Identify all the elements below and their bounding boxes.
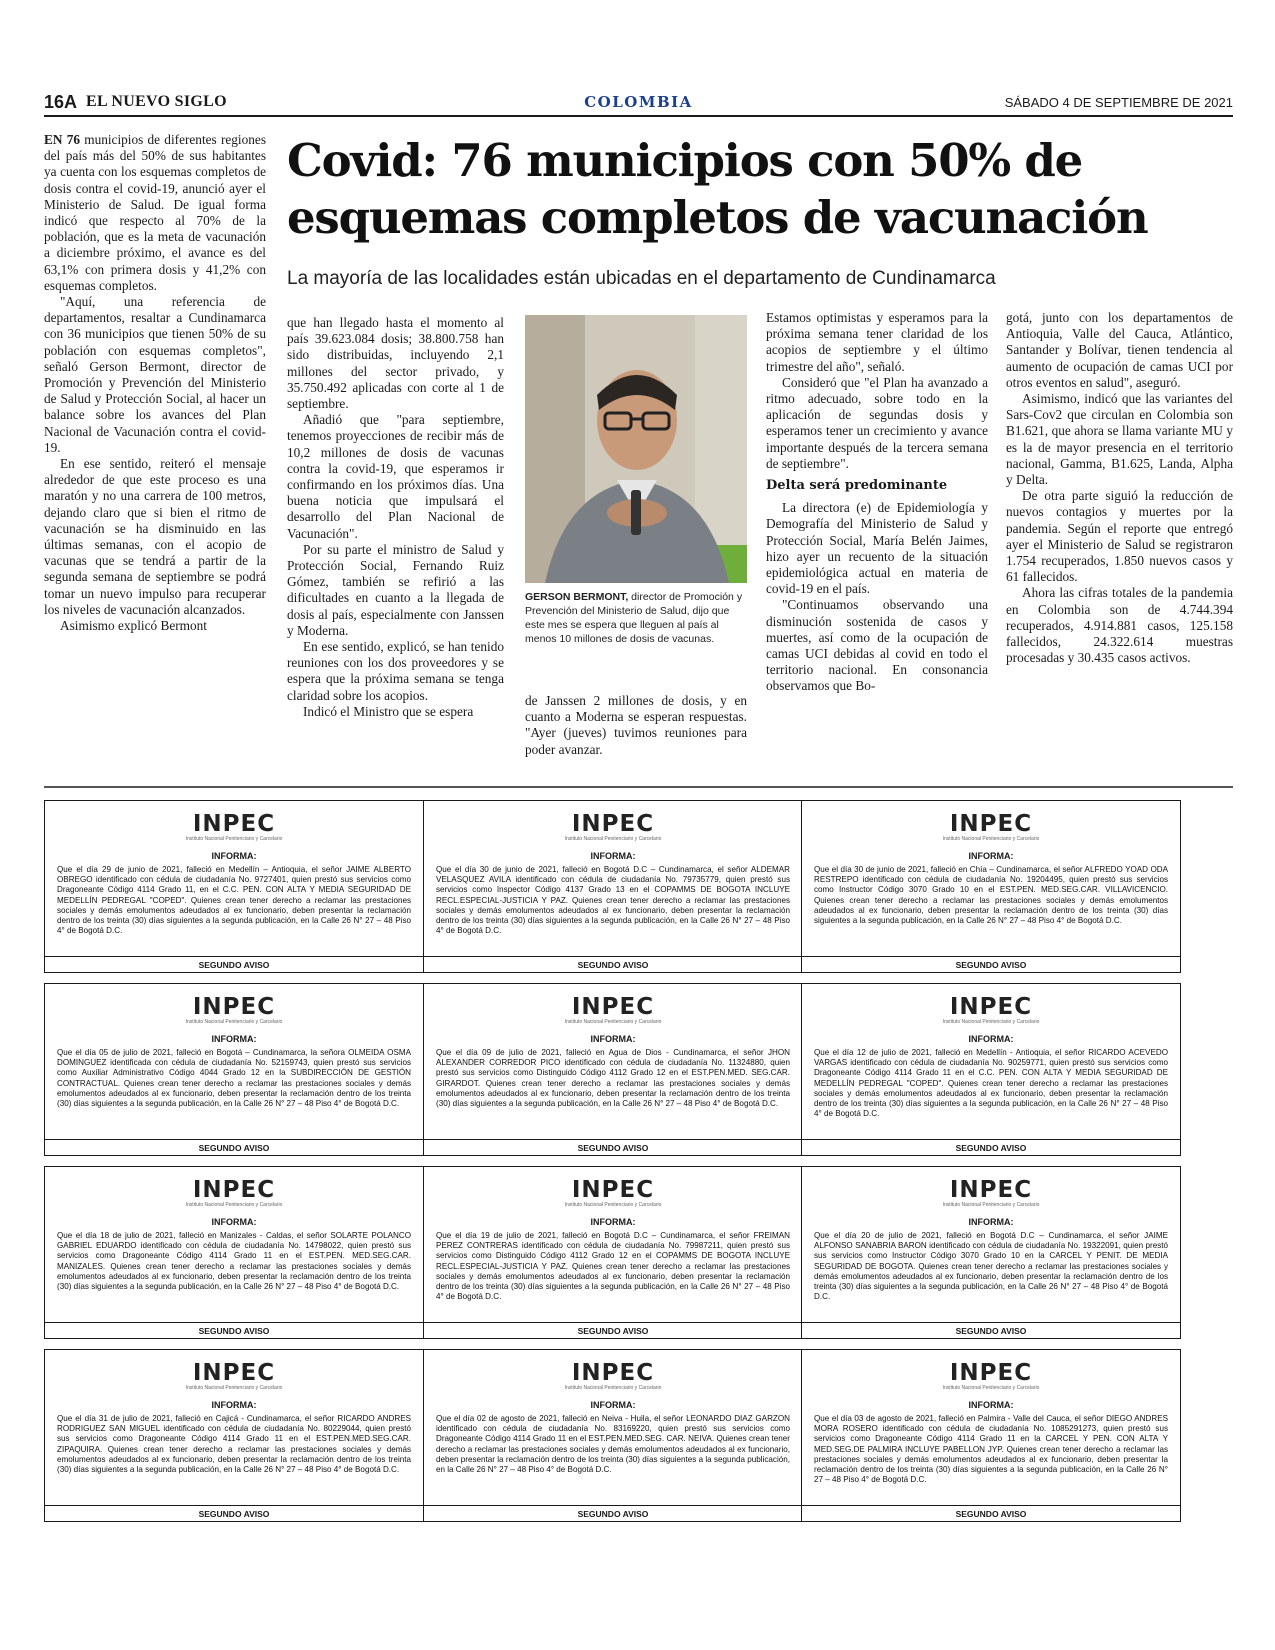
- logo-text: INPEC: [949, 1177, 1033, 1203]
- article-column-2: [287, 315, 504, 720]
- inpec-notice: [801, 1349, 1181, 1522]
- article-paragraph: Ahora las cifras totales de la pandemia en Colombia son de 4.744.394 recuperados, 4.914.881 casos, 125.158 fallecidos, 24.322.614 muestras procesadas y 30.435 casos activos.: [1006, 585, 1233, 666]
- logo-text: INPEC: [192, 1360, 276, 1386]
- notice-footer: SEGUNDO AVISO: [198, 960, 270, 970]
- notice-footer: SEGUNDO AVISO: [198, 1509, 270, 1519]
- issue-date: SÁBADO 4 DE SEPTIEMBRE DE 2021: [1004, 95, 1233, 110]
- article-paragraph: Consideró que "el Plan ha avanzado a ritmo adecuado, sobre todo en la aplicación de segundas dosis y esperamos tener un crecimiento y avance importante después de la tercera semana de septiembre".: [766, 374, 988, 471]
- notice-heading: INFORMA:: [968, 1034, 1014, 1044]
- section-name: COLOMBIA: [584, 93, 693, 111]
- article-paragraph: gotá, junto con los departamentos de Antioquia, Valle del Cauca, Atlántico, Santander y Bolívar, tienen tendencia al aumento de ocupación de camas UCI por otros eventos en salud", aseguró.: [1006, 310, 1233, 390]
- logo-subtitle: Instituto Nacional Penitenciario y Carcelario: [942, 836, 1040, 842]
- article-paragraph: En ese sentido, reiteró el mensaje alrededor de que este proceso es una maratón y no una carrera de 100 metros, dejando claro que si bien el ritmo de vacunación se ha disminuido en las últimas semanas, con el acopio de vacunas que se tendrá a partir de la segunda semana de septiembre se podrá tomar un nuevo impulso para recuperar los niveles de vacunación alcanzados.: [44, 456, 266, 617]
- notice-footer: SEGUNDO AVISO: [955, 1143, 1027, 1153]
- logo-subtitle: Instituto Nacional Penitenciario y Carcelario: [185, 1385, 283, 1391]
- inpec-notice: [423, 983, 803, 1156]
- portrait-illustration: [525, 315, 747, 583]
- article-column-3: [525, 693, 747, 758]
- notice-heading: INFORMA:: [211, 851, 257, 861]
- article-subtitle: Delta será predominante: [766, 478, 948, 494]
- logo-text: INPEC: [949, 1360, 1033, 1386]
- photo-caption: [525, 590, 747, 646]
- notice-rule: [802, 1322, 1180, 1323]
- notice-rule: [45, 1139, 423, 1140]
- newspaper-name: EL NUEVO SIGLO: [86, 93, 227, 110]
- article-paragraph: Por su parte el ministro de Salud y Protección Social, Fernando Ruiz Gómez, también se refirió a las dificultades en cuanto a la llegada de dosis al país, especialmente con Janssen y Moderna.: [287, 541, 504, 638]
- article-paragraph: La directora (e) de Epidemiología y Demografía del Ministerio de Salud y Protección Social, María Belén Jaimes, hizo ayer un recuento de la situación epidemiológica actual en materia de covid-19 en el país.: [766, 500, 988, 597]
- notice-heading: INFORMA:: [590, 1400, 636, 1410]
- article-photo: [525, 315, 747, 583]
- page-number: 16A: [44, 92, 78, 112]
- notice-footer: SEGUNDO AVISO: [955, 960, 1027, 970]
- article-paragraph: de Janssen 2 millones de dosis, y en cuanto a Moderna se esperan respuestas. "Ayer (jueves) tuvimos reuniones para poder avanzar.: [525, 693, 747, 757]
- notice-heading: INFORMA:: [968, 1400, 1014, 1410]
- inpec-notice: [801, 800, 1181, 973]
- inpec-notice: [423, 1166, 803, 1339]
- logo-subtitle: Instituto Nacional Penitenciario y Carcelario: [564, 1202, 662, 1208]
- notice-text: Que el día 30 de junio de 2021, falleció en Chía – Cundinamarca, el señor ALFREDO YOAD ODA RESTREPO identificado con cédula de ciudadanía No. 19204495, quien prestó sus servicios como Instructor Código 3070 Grado 10 en el EST.PEN. MED.SEG.CAR. VILLAVICENCIO. Quienes crean tener derecho a reclamar las prestaciones sociales y demás emolumentos adeudados al ex funcionario, deben presentar la reclamación dentro de los treinta (30) días siguientes a la segunda publicación, en la Calle 26 N° 27 – 48 Piso 4° de Bogotá D.C.: [814, 865, 1168, 926]
- logo-text: INPEC: [192, 994, 276, 1020]
- logo-subtitle: Instituto Nacional Penitenciario y Carcelario: [564, 1385, 662, 1391]
- notice-rule: [424, 1505, 802, 1506]
- inpec-notice: [44, 983, 424, 1156]
- notice-rule: [424, 1139, 802, 1140]
- article-paragraph: "Aquí, una referencia de departamentos, resaltar a Cundinamarca con 36 municipios que tienen 50% de su población con esquemas completos", señaló Gerson Bermont, director de Promoción y Prevención del Ministerio de Salud y Protección Social, al hacer un balance sobre los avances del Plan Nacional de Vacunación contra el covid-19.: [44, 294, 266, 455]
- article-paragraph: Añadió que "para septiembre, tenemos proyecciones de recibir más de 10,2 millones de dosis de vacunas contra la covid-19, que esperamos ir confirmando en los próximos días. Una buena noticia que impulsará el desarrollo del Plan Nacional de Vacunación".: [287, 412, 504, 541]
- inpec-notice: [801, 983, 1181, 1156]
- inpec-notice: [801, 1166, 1181, 1339]
- notice-footer: SEGUNDO AVISO: [577, 1326, 649, 1336]
- notice-text: Que el día 29 de junio de 2021, falleció en Medellín – Antioquia, el señor JAIME ALBERTO OBREGO identificado con cédula de ciudadanía No. 9727401, quien prestó sus servicios como Dragoneante Código 4114 Grado 11, en el C.C. PEN. CON ALTA Y MEDIA SEGURIDAD DE MEDELLÍN PEDREGAL "COPED". Quienes crean tener derecho a reclamar las prestaciones sociales y demás emolumentos adeudados al ex funcionario, deben presentar la reclamación dentro de los treinta (30) días siguientes a la segunda publicación, en la Calle 26 N° 27 – 48 Piso 4° de Bogotá D.C.: [57, 865, 411, 936]
- article-paragraph: De otra parte siguió la reducción de nuevos contagios y muertes por la pandemia. Según el reporte que entregó ayer el Ministerio de Salud se registraron 1.754 recuperados, 1.850 nuevos casos y 61 fallecidos.: [1006, 488, 1233, 585]
- notice-text: Que el día 03 de agosto de 2021, falleció en Palmira - Valle del Cauca, el señor DIEGO ANDRES MORA ROSERO identificado con cédula de ciudadanía No. 1085291273, quien prestó sus servicios como Dragoneante Código 4114 Grado 11 en la CARCEL Y PEN. CON ALTA Y MED.SEG.DE PALMIRA INCLUYE PABELLON JYP. Quienes crean tener derecho a reclamar las prestaciones sociales y demás emolumentos adeudados al ex funcionario, deben presentar la reclamación dentro de los treinta (30) días siguientes a la segunda publicación, en la Calle 26 N° 27 – 48 Piso 4° de Bogotá D.C.: [814, 1414, 1168, 1485]
- logo-subtitle: Instituto Nacional Penitenciario y Carcelario: [185, 836, 283, 842]
- logo-text: INPEC: [949, 811, 1033, 837]
- notice-text: Que el día 31 de julio de 2021, falleció en Cajicá - Cundinamarca, el señor RICARDO ANDRES RODRIGUEZ SAN MIGUEL identificado con cédula de ciudadanía No. 80229044, quien prestó sus servicios como Dragoneante Código 4114 Grado 11 en el EST.PEN.MED.SEG.CAR. ZIPAQUIRA. Quienes crean tener derecho a reclamar las prestaciones sociales y demás emolumentos adeudados al ex funcionario, deben presentar la reclamación dentro de los treinta (30) días siguientes a la segunda publicación, en la Calle 26 N° 27 – 48 Piso 4° de Bogotá D.C.: [57, 1414, 411, 1475]
- article-paragraph: Indicó el Ministro que se espera: [303, 703, 474, 719]
- notice-footer: SEGUNDO AVISO: [577, 1509, 649, 1519]
- notice-heading: INFORMA:: [211, 1034, 257, 1044]
- logo-subtitle: Instituto Nacional Penitenciario y Carcelario: [185, 1019, 283, 1025]
- notice-rule: [45, 1505, 423, 1506]
- notice-text: Que el día 30 de junio de 2021, falleció en Bogotá D.C – Cundinamarca, el señor ALDEMAR VELASQUEZ AVILA identificado con cédula de ciudadanía No. 79735779, quien prestó sus servicios como Inspector Código 4137 Grado 13 en el COPAMMS DE BOGOTA INCLUYE RECL.ESPECIAL-JUSTICIA Y PAZ. Quienes crean tener derecho a reclamar las prestaciones sociales y demás emolumentos adeudados al ex funcionario, deben presentar la reclamación dentro de los treinta (30) días siguientes a la segunda publicación, en la Calle 26 N° 27 – 48 Piso 4° de Bogotá D.C.: [436, 865, 790, 936]
- inpec-logo: [424, 1177, 802, 1208]
- notice-rule: [424, 956, 802, 957]
- inpec-logo: [802, 1360, 1180, 1391]
- article-paragraph: "Continuamos observando una disminución sostenida de casos y muertes, así como de la ocupación de camas UCI debidas al covid en todo el territorio nacional. En consonancia observamos que Bo-: [766, 597, 988, 694]
- notice-text: Que el día 19 de julio de 2021, falleció en Bogotá D.C – Cundinamarca, el señor FREIMAN PEREZ CONTRERAS identificado con cédula de ciudadanía No. 79987211, quien prestó sus servicios como Distinguido Código 4112 Grado 12 en el COPAMMS DE BOGOTA INCLUYE RECL.ESPECIAL-JUSTICIA Y PAZ. Quienes crean tener derecho a reclamar las prestaciones sociales y demás emolumentos adeudados al ex funcionario, deben presentar la reclamación dentro de los treinta (30) días siguientes a la segunda publicación, en la Calle 26 N° 27 – 48 Piso 4° de Bogotá D.C.: [436, 1231, 790, 1302]
- notice-rule: [424, 1322, 802, 1323]
- logo-subtitle: Instituto Nacional Penitenciario y Carcelario: [564, 1019, 662, 1025]
- notice-text: Que el día 05 de julio de 2021, falleció en Bogotá – Cundinamarca, la señora OLMEIDA OSMA DOMINGUEZ identificada con cédula de ciudadanía No. 52159743, quien prestó sus servicios como Auxiliar Administrativo Código 4044 Grado 12 en la SUBDIRECCIÓN DE GESTIÓN CONTRACTUAL. Quienes crean tener derecho a reclamar las prestaciones sociales y demás emolumentos adeudados al ex funcionario, deben presentar la reclamación dentro de los treinta (30) días siguientes a la segunda publicación, en la Calle 26 N° 27 – 48 Piso 4° de Bogotá D.C.: [57, 1048, 411, 1109]
- inpec-logo: [45, 1177, 423, 1208]
- notice-heading: INFORMA:: [968, 1217, 1014, 1227]
- inpec-logo: [45, 1360, 423, 1391]
- article-paragraph: Estamos optimistas y esperamos para la próxima semana tener claridad de los acopios de septiembre y el último trimestre del año", señaló.: [766, 310, 988, 374]
- notice-heading: INFORMA:: [211, 1217, 257, 1227]
- logo-text: INPEC: [571, 1177, 655, 1203]
- logo-text: INPEC: [571, 994, 655, 1020]
- notice-rule: [45, 956, 423, 957]
- logo-text: INPEC: [571, 811, 655, 837]
- logo-text: INPEC: [192, 811, 276, 837]
- notice-heading: INFORMA:: [590, 1034, 636, 1044]
- notice-text: Que el día 20 de julio de 2021, falleció en Bogotá D.C – Cundinamarca, el señor JAIME ALFONSO SANABRIA BARON identificado con cédula de ciudadanía No. 19322091, quien prestó sus servicios como Instructor Código 3070 Grado 10 en la CARCEL Y PENIT. DE MEDIA SEGURIDAD DE BOGOTA. Quienes crean tener derecho a reclamar las prestaciones sociales y demás emolumentos adeudados al ex funcionario, deben presentar la reclamación dentro de los treinta (30) días siguientes a la segunda publicación, en la Calle 26 N° 27 – 48 Piso 4° de Bogotá D.C.: [814, 1231, 1168, 1302]
- logo-subtitle: Instituto Nacional Penitenciario y Carcelario: [942, 1202, 1040, 1208]
- notice-heading: INFORMA:: [590, 1217, 636, 1227]
- notice-rule: [45, 1322, 423, 1323]
- caption-text: director de Promoción y Prevención del Ministerio de Salud, dijo que este mes se espera que lleguen al país al menos 10 millones de dosis de vacunas.: [525, 591, 743, 645]
- article-paragraph: Asimismo, indicó que las variantes del Sars-Cov2 que circulan en Colombia son B1.621, que ahora se llama variante MU y es la de mayor presencia en el territorio nacional, Gamma, B1.625, Landa, Alpha y Delta.: [1006, 391, 1233, 488]
- logo-subtitle: Instituto Nacional Penitenciario y Carcelario: [564, 836, 662, 842]
- inpec-logo: [424, 1360, 802, 1391]
- article-paragraph: Asimismo explicó Bermont: [60, 618, 207, 634]
- notice-rule: [802, 956, 1180, 957]
- caption-name: GERSON BERMONT,: [525, 591, 629, 603]
- notice-heading: INFORMA:: [968, 851, 1014, 861]
- article-column-4: [766, 310, 988, 695]
- notice-heading: INFORMA:: [590, 851, 636, 861]
- inpec-notice: [423, 800, 803, 973]
- inpec-logo: [45, 994, 423, 1025]
- article-paragraph: EN 76 municipios de diferentes regiones del país más del 50% de sus habitantes ya cuenta con los esquemas completos de dosis contra el covid-19, anunció ayer el Ministerio de Salud. De igual forma indicó que respecto al 70% de la población, que es la meta de vacunación a diciembre próximo, el avance es del 63,1% con primera dosis y 41,2% con esquemas completos.: [44, 132, 266, 293]
- section-divider: [44, 786, 1233, 788]
- notice-text: Que el día 12 de julio de 2021, falleció en Medellín - Antioquia, el señor RICARDO ACEVEDO VARGAS identificado con cédula de ciudadanía No. 90259771, quien prestó sus servicios como Dragoneante Código 4114 Grado 11 en el C.C. PEN. CON ALTA Y MEDIA SEGURIDAD DE MEDELLÍN PEDREGAL "COPED". Quienes crean tener derecho a reclamar las prestaciones sociales y demás emolumentos adeudados al ex funcionario, deben presentar la reclamación dentro de los treinta (30) días siguientes a la segunda publicación, en la Calle 26 N° 27 – 48 Piso 4° de Bogotá D.C.: [814, 1048, 1168, 1119]
- notice-text: Que el día 18 de julio de 2021, falleció en Manizales - Caldas, el señor SOLARTE POLANCO GABRIEL EDUARDO identificado con cédula de ciudadanía No. 14798022, quien prestó sus servicios como Dragoneante Código 4114 Grado 11 en el EST.PEN. MED.SEG.CAR. MANIZALES. Quienes crean tener derecho a reclamar las prestaciones sociales y demás emolumentos adeudados al ex funcionario, deben presentar la reclamación dentro de los treinta (30) días siguientes a la segunda publicación, en la Calle 26 N° 27 – 48 Piso 4° de Bogotá D.C.: [57, 1231, 411, 1292]
- logo-subtitle: Instituto Nacional Penitenciario y Carcelario: [185, 1202, 283, 1208]
- article-paragraph: En ese sentido, explicó, se han tenido reuniones con los dos proveedores y se espera que la próxima semana se tenga claridad sobre los acopios.: [287, 639, 504, 703]
- inpec-notice: [44, 1166, 424, 1339]
- notice-rule: [802, 1505, 1180, 1506]
- notice-text: Que el día 02 de agosto de 2021, falleció en Neiva - Huila, el señor LEONARDO DIAZ GARZON identificado con cédula de ciudadanía No. 83169220, quien prestó sus servicios como Dragoneante Código 4114 Grado 11 en el EST.PEN.MED.SEG. CAR. NEIVA. Quienes crean tener derecho a reclamar las prestaciones sociales y demás emolumentos adeudados al ex funcionario, deben presentar la reclamación dentro de los treinta (30) días siguientes a la segunda publicación, en la Calle 26 N° 27 – 48 Piso 4° de Bogotá D.C.: [436, 1414, 790, 1475]
- masthead: [44, 92, 1233, 114]
- inpec-logo: [424, 994, 802, 1025]
- article-headline: Covid: 76 municipios con 50% de esquemas completos de vacunación: [287, 134, 1148, 244]
- notice-footer: SEGUNDO AVISO: [955, 1326, 1027, 1336]
- logo-text: INPEC: [192, 1177, 276, 1203]
- inpec-notice: [423, 1349, 803, 1522]
- notice-footer: SEGUNDO AVISO: [198, 1143, 270, 1153]
- article-subheadline: La mayoría de las localidades están ubicadas en el departamento de Cundinamarca: [287, 268, 996, 289]
- lead-words: EN 76: [44, 132, 80, 147]
- logo-text: INPEC: [571, 1360, 655, 1386]
- inpec-logo: [45, 811, 423, 842]
- masthead-rule: [44, 115, 1233, 117]
- notice-heading: INFORMA:: [211, 1400, 257, 1410]
- inpec-logo: [802, 1177, 1180, 1208]
- logo-text: INPEC: [949, 994, 1033, 1020]
- notice-footer: SEGUNDO AVISO: [955, 1509, 1027, 1519]
- notice-rule: [802, 1139, 1180, 1140]
- inpec-notice: [44, 800, 424, 973]
- logo-subtitle: Instituto Nacional Penitenciario y Carcelario: [942, 1385, 1040, 1391]
- article-column-1: [44, 132, 266, 634]
- article-paragraph: que han llegado hasta el momento al país 39.623.084 dosis; 38.800.758 han sido distribuidas, incluyendo 2,1 millones del sector privado, y 35.750.492 aplicadas con corte al 1 de septiembre.: [287, 315, 504, 412]
- inpec-logo: [424, 811, 802, 842]
- notice-text: Que el día 09 de julio de 2021, falleció en Agua de Dios - Cundinamarca, el señor JHON ALEXANDER CORREDOR PICO identificado con cédula de ciudadanía No. 11324880, quien prestó sus servicios como Distinguido Código 4112 Grado 12 en el EST.PEN.MED. SEG.CAR. GIRARDOT. Quienes crean tener derecho a reclamar las prestaciones sociales y demás emolumentos adeudados al ex funcionario, deben presentar la reclamación dentro de los treinta (30) días siguientes a la segunda publicación, en la Calle 26 N° 27 – 48 Piso 4° de Bogotá D.C.: [436, 1048, 790, 1109]
- notice-footer: SEGUNDO AVISO: [198, 1326, 270, 1336]
- inpec-logo: [802, 994, 1180, 1025]
- notice-footer: SEGUNDO AVISO: [577, 1143, 649, 1153]
- article-column-5: [1006, 310, 1233, 666]
- notice-footer: SEGUNDO AVISO: [577, 960, 649, 970]
- inpec-notice: [44, 1349, 424, 1522]
- logo-subtitle: Instituto Nacional Penitenciario y Carcelario: [942, 1019, 1040, 1025]
- inpec-logo: [802, 811, 1180, 842]
